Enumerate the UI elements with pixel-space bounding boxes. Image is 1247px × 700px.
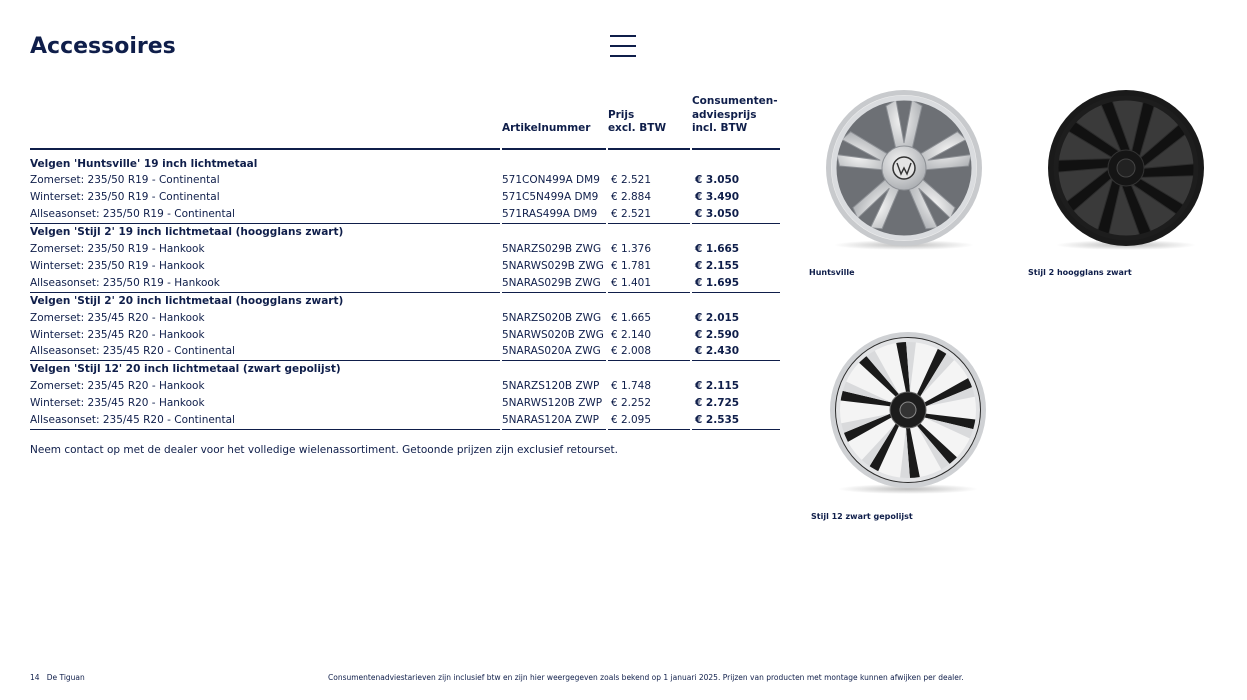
header-price-incl (692, 95, 780, 150)
row-price-excl: € 2.095 (608, 412, 690, 430)
table-row (30, 310, 780, 327)
group-title: Velgen 'Stijl 2' 19 inch lichtmetaal (hoogglans zwart) (30, 226, 344, 239)
row-description: Winterset: 235/50 R19 - Hankook (30, 259, 205, 272)
row-price-excl: € 1.401 (608, 275, 690, 293)
row-price-excl: € 1.781 (610, 259, 652, 272)
row-article: 5NARZS120B ZWP (502, 380, 600, 393)
row-price-excl: € 2.884 (610, 191, 652, 204)
row-price-incl: € 2.115 (694, 380, 740, 393)
row-article: 5NARAS029B ZWG (502, 275, 606, 293)
row-price-excl: € 1.376 (610, 243, 652, 256)
row-description: Zomerset: 235/45 R20 - Hankook (30, 380, 205, 393)
row-article: 571C5N499A DM9 (502, 191, 599, 204)
row-price-incl: € 3.050 (692, 206, 780, 224)
row-price-incl: € 3.050 (694, 174, 740, 187)
table-row (30, 172, 780, 189)
header-price-excl-line2: excl. BTW (607, 122, 667, 134)
table-row (30, 343, 780, 361)
footer-model: De Tiguan (46, 673, 85, 682)
black-alloy-wheel-icon (1038, 88, 1214, 258)
group-title: Velgen 'Stijl 2' 20 inch lichtmetaal (hoogglans zwart) (30, 294, 344, 307)
table-group-row (30, 361, 780, 378)
header-price-incl-line3: incl. BTW (691, 122, 748, 134)
row-description: Zomerset: 235/50 R19 - Hankook (30, 243, 205, 256)
row-price-excl: € 2.521 (610, 174, 652, 187)
table-row (30, 258, 780, 275)
row-description: Winterset: 235/50 R19 - Continental (30, 191, 220, 204)
table-group-row (30, 224, 780, 241)
footer-disclaimer: Consumentenadviestarieven zijn inclusief btw en zijn hier weergegeven zoals bekend op 1 januari 2025. Prijzen van producten met montage kunnen afwijken per dealer. (328, 673, 964, 682)
row-price-excl: € 1.748 (610, 380, 652, 393)
footer-page-number: 14 (30, 673, 40, 682)
table-row (30, 412, 780, 430)
wheel-label-huntsville: Huntsville (809, 268, 855, 277)
page-title: Accessoires (30, 34, 176, 59)
table-row (30, 206, 780, 224)
row-article: 5NARWS029B ZWG (502, 259, 604, 272)
header-price-incl-line1: Consumenten- (691, 95, 778, 107)
row-description: Zomerset: 235/50 R19 - Continental (30, 174, 220, 187)
hamburger-menu-icon[interactable] (610, 35, 636, 57)
table-row (30, 327, 780, 344)
row-price-incl: € 2.430 (692, 343, 780, 361)
wheel-label-stijl-12: Stijl 12 zwart gepolijst (811, 512, 913, 521)
polished-alloy-wheel-icon (820, 330, 996, 502)
table-row (30, 241, 780, 258)
row-article: 5NARZS020B ZWG (502, 311, 602, 324)
row-article: 5NARWS120B ZWP (502, 397, 603, 410)
row-price-excl: € 2.252 (610, 397, 652, 410)
row-price-incl: € 1.665 (694, 243, 740, 256)
row-description: Allseasonset: 235/45 R20 - Continental (30, 412, 500, 430)
row-price-incl: € 2.015 (694, 311, 740, 324)
table-row (30, 395, 780, 412)
dealer-note: Neem contact op met de dealer voor het volledige wielenassortiment. Getoonde prijzen zijn exclusief retourset. (30, 444, 618, 456)
header-price-excl (608, 95, 690, 150)
silver-alloy-wheel-icon (816, 88, 992, 258)
wheel-label-stijl-2: Stijl 2 hoogglans zwart (1028, 268, 1132, 277)
row-description: Winterset: 235/45 R20 - Hankook (30, 397, 205, 410)
header-article: Artikelnummer (502, 95, 606, 150)
row-price-incl: € 3.490 (694, 191, 740, 204)
row-article: 571CON499A DM9 (502, 174, 600, 187)
group-title: Velgen 'Huntsville' 19 inch lichtmetaal (30, 157, 258, 170)
row-article: 5NARWS020B ZWG (502, 328, 604, 341)
header-price-excl-line1: Prijs (607, 108, 635, 121)
header-price-incl-line2: adviesprijs (691, 108, 757, 121)
table-group-row (30, 293, 780, 310)
row-description: Allseasonset: 235/45 R20 - Continental (30, 343, 500, 361)
row-description: Winterset: 235/45 R20 - Hankook (30, 328, 205, 341)
row-price-excl: € 2.521 (608, 206, 690, 224)
table-row (30, 189, 780, 206)
row-article: 5NARAS020A ZWG (502, 343, 606, 361)
table-body (30, 156, 780, 431)
row-article: 571RAS499A DM9 (502, 206, 606, 224)
header-description (30, 95, 500, 150)
row-price-excl: € 2.140 (610, 328, 652, 341)
row-article: 5NARZS029B ZWG (502, 243, 602, 256)
row-price-incl: € 2.155 (694, 259, 740, 272)
row-price-incl: € 2.725 (694, 397, 740, 410)
row-price-incl: € 2.590 (694, 328, 740, 341)
row-price-incl: € 2.535 (692, 412, 780, 430)
table-row (30, 275, 780, 293)
row-description: Allseasonset: 235/50 R19 - Hankook (30, 275, 500, 293)
group-title: Velgen 'Stijl 12' 20 inch lichtmetaal (zwart gepolijst) (30, 363, 341, 376)
row-description: Zomerset: 235/45 R20 - Hankook (30, 311, 205, 324)
table-group-row (30, 156, 780, 173)
row-description: Allseasonset: 235/50 R19 - Continental (30, 206, 500, 224)
footer-page-info (30, 673, 85, 682)
row-price-excl: € 2.008 (608, 343, 690, 361)
row-price-excl: € 1.665 (610, 311, 652, 324)
row-article: 5NARAS120A ZWP (502, 412, 606, 430)
accessories-table (28, 95, 782, 430)
row-price-incl: € 1.695 (692, 275, 780, 293)
table-row (30, 378, 780, 395)
table-header-row (30, 95, 780, 150)
